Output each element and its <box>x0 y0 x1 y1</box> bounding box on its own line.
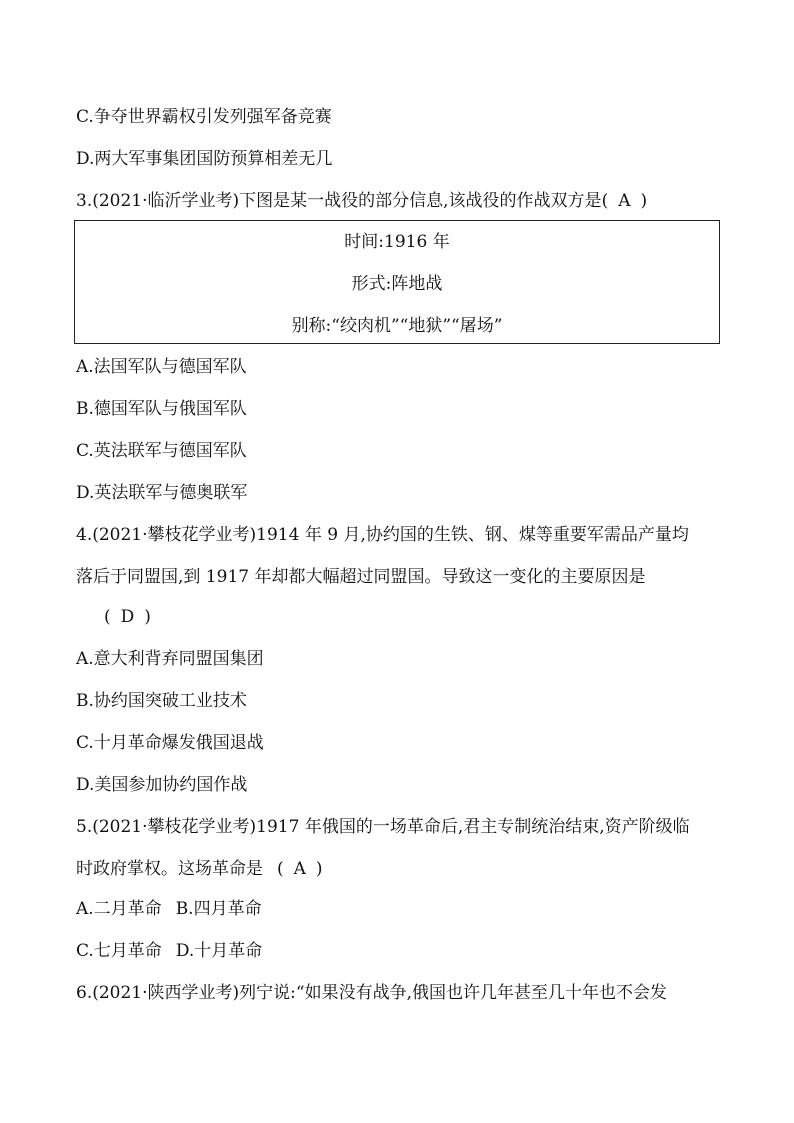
q4-option-d: D.美国参加协约国作战 <box>76 775 248 795</box>
q5-option-a: A.二月革命 <box>76 899 162 919</box>
q5-paren-open: ( <box>277 859 284 879</box>
q4-paren-close: ) <box>144 607 151 627</box>
q3-option-c: C.英法联军与德国军队 <box>76 441 247 461</box>
q3-info-box <box>74 220 720 344</box>
q5-stem-text: 时政府掌权。这场革命是 <box>76 859 263 879</box>
q5-option-d: D.十月革命 <box>175 941 263 961</box>
q5-stem-line2 <box>76 858 323 880</box>
q3-box-alias: 别称:“绞肉机”“地狱”“屠场” <box>291 316 503 336</box>
q5-stem-line1: 5.(2021·攀枝花学业考)1917 年俄国的一场革命后,君主专制统治结束,资产阶级临 <box>76 817 690 837</box>
q5-option-c: C.七月革命 <box>76 941 162 961</box>
q3-paren-open: ( <box>601 191 609 211</box>
q4-option-a: A.意大利背弃同盟国集团 <box>76 649 264 669</box>
q3-stem-text: 3.(2021·临沂学业考)下图是某一战役的部分信息,该战役的作战双方是 <box>76 191 602 211</box>
q2-option-d: D.两大军事集团国防预算相差无几 <box>76 149 333 169</box>
q3-answer: A <box>618 191 631 211</box>
q3-box-form: 形式:阵地战 <box>351 274 443 294</box>
q4-stem-line1: 4.(2021·攀枝花学业考)1914 年 9 月,协约国的生铁、钢、煤等重要军需品产量均 <box>76 525 689 545</box>
q5-option-b: B.四月革命 <box>175 899 262 919</box>
q4-stem-line2: 落后于同盟国,到 1917 年却都大幅超过同盟国。导致这一变化的主要原因是 <box>76 567 646 587</box>
q3-option-a: A.法国军队与德国军队 <box>76 357 247 377</box>
q4-option-b: B.协约国突破工业技术 <box>76 691 247 711</box>
q3-option-b: B.德国军队与俄国军队 <box>76 399 247 419</box>
q4-paren-open: ( <box>104 607 111 627</box>
q6-stem-line1: 6.(2021·陕西学业考)列宁说:“如果没有战争,俄国也许几年甚至几十年也不会发 <box>76 983 667 1003</box>
q5-paren-close: ) <box>315 859 323 879</box>
q3-option-d: D.英法联军与德奥联军 <box>76 483 248 503</box>
q3-box-time: 时间:1916 年 <box>344 232 450 252</box>
q2-option-c: C.争夺世界霸权引发列强军备竞赛 <box>76 107 332 127</box>
q5-answer: A <box>293 859 306 879</box>
q3-paren-close: ) <box>640 191 648 211</box>
q5-options-row2 <box>76 940 262 962</box>
q3-stem <box>76 190 647 212</box>
q4-answer-line <box>104 606 151 628</box>
q5-options-row1 <box>76 898 262 920</box>
q4-option-c: C.十月革命爆发俄国退战 <box>76 733 264 753</box>
q4-answer: D <box>120 607 135 627</box>
